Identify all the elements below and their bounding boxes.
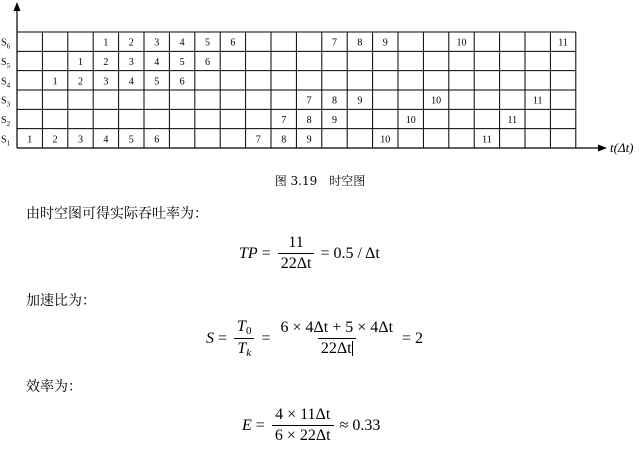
s-rhs: = 2 (402, 329, 424, 347)
task-cell-label: 6 (154, 134, 160, 146)
task-cell-label: 4 (103, 134, 109, 146)
time-axis-label: t(Δt) (610, 139, 634, 155)
speedup-equation: S = $\frac{T_0}{T_k}$ = $\frac{6 \times 4\Delta t + 5 \times 4\Delta t}{22\Delta t}$ = 2 (206, 318, 424, 359)
task-cell-label: 3 (103, 76, 109, 88)
task-cell-label: 5 (154, 76, 160, 88)
task-cell-label: 11 (507, 114, 518, 126)
task-cell-label: 9 (306, 134, 312, 146)
task-cell-label: 2 (52, 134, 58, 146)
task-cell-label: 9 (357, 95, 363, 107)
stage-label: $S_6$ (1, 37, 11, 51)
e-denominator: 6 × 22Δt (272, 425, 334, 445)
task-cell-label: 11 (482, 134, 492, 146)
task-cell-label: 1 (78, 56, 83, 68)
s-numerator: 6 × 4Δt + 5 × 4Δt (280, 319, 394, 336)
task-cell-label: 3 (154, 37, 160, 49)
task-cell-label: 6 (179, 76, 185, 88)
task-cell-label: 8 (306, 114, 312, 126)
s-t0: T (237, 318, 246, 335)
text-cursor (352, 341, 353, 356)
throughput-intro: 由时空图可得实际吞吐率为： (26, 206, 208, 222)
task-cell-label: 10 (456, 37, 467, 49)
task-cell-label: 7 (332, 37, 337, 49)
s-denominator: 22Δt (320, 340, 352, 357)
task-cell-label: 6 (230, 37, 236, 49)
time-axis-arrow-icon (598, 144, 607, 151)
task-cell-label: 2 (78, 76, 83, 88)
task-cell-label: 4 (179, 37, 185, 49)
task-cell-label: 7 (281, 114, 287, 126)
task-cell-label: 2 (128, 37, 134, 49)
task-cell-label: 5 (128, 134, 134, 146)
tp-denominator: 22Δt (278, 253, 315, 273)
tp-numerator: 11 (288, 234, 304, 251)
task-cell-label: 9 (382, 37, 388, 49)
task-cell-label: 8 (332, 95, 337, 107)
s-value-fraction (277, 319, 396, 358)
task-cell-label: 10 (405, 114, 416, 126)
stage-label: $S_5$ (1, 56, 11, 70)
task-cell-label: 11 (558, 37, 568, 49)
task-cell-label: 8 (281, 134, 287, 146)
task-cell-label: 2 (103, 56, 109, 68)
e-fraction (272, 406, 334, 445)
task-cell-label: 1 (52, 76, 58, 88)
task-cell-label: 4 (154, 56, 160, 68)
task-cell-label: 6 (205, 56, 210, 68)
task-cell-label: 4 (128, 76, 134, 88)
task-cell-label: 10 (431, 95, 442, 107)
s-tk: T (237, 340, 247, 357)
task-cell-label: 10 (380, 134, 391, 146)
tp-lhs: TP (239, 244, 258, 262)
s-t0-subscript: 0 (245, 325, 252, 337)
task-cell-label: 3 (128, 56, 134, 68)
throughput-equation: TP = $\frac{11}{22\Delta t}$ = 0.5 / Δt (239, 234, 380, 272)
task-cell-label: 7 (255, 134, 261, 146)
task-cell-label: 1 (103, 37, 109, 49)
figure-caption: 图 3.19 时空图 (274, 174, 366, 188)
efficiency-equation: E = $\frac{4 \times 11\Delta t}{6 \times 22\Delta t}$ ≈ 0.33 (242, 406, 381, 444)
task-cell-label: 11 (532, 95, 543, 107)
task-cell-label: 9 (332, 114, 337, 126)
tp-rhs: = 0.5 / Δt (320, 244, 380, 262)
s-lhs: S (206, 329, 214, 347)
stage-label: $S_1$ (1, 134, 11, 148)
stage-label: $S_4$ (1, 76, 11, 90)
task-cell-label: 3 (78, 134, 83, 146)
task-cell-label: 8 (357, 37, 363, 49)
e-numerator: 4 × 11Δt (275, 406, 331, 423)
stage-label: $S_3$ (1, 95, 11, 109)
task-cell-label: 5 (205, 37, 210, 49)
efficiency-intro: 效率为： (26, 379, 82, 395)
stage-label: $S_2$ (1, 114, 11, 128)
stage-axis-arrow-icon (14, 2, 21, 11)
task-cell-label: 1 (27, 134, 33, 146)
e-rhs: ≈ 0.33 (339, 416, 381, 434)
space-time-diagram (0, 0, 640, 165)
e-lhs: E (242, 416, 252, 434)
s-ratio-fraction (234, 318, 254, 359)
s-tk-subscript: k (246, 347, 252, 359)
task-cell-label: 5 (179, 56, 185, 68)
speedup-intro: 加速比为： (26, 293, 96, 309)
task-cell-label: 7 (306, 95, 312, 107)
tp-fraction (278, 234, 315, 273)
